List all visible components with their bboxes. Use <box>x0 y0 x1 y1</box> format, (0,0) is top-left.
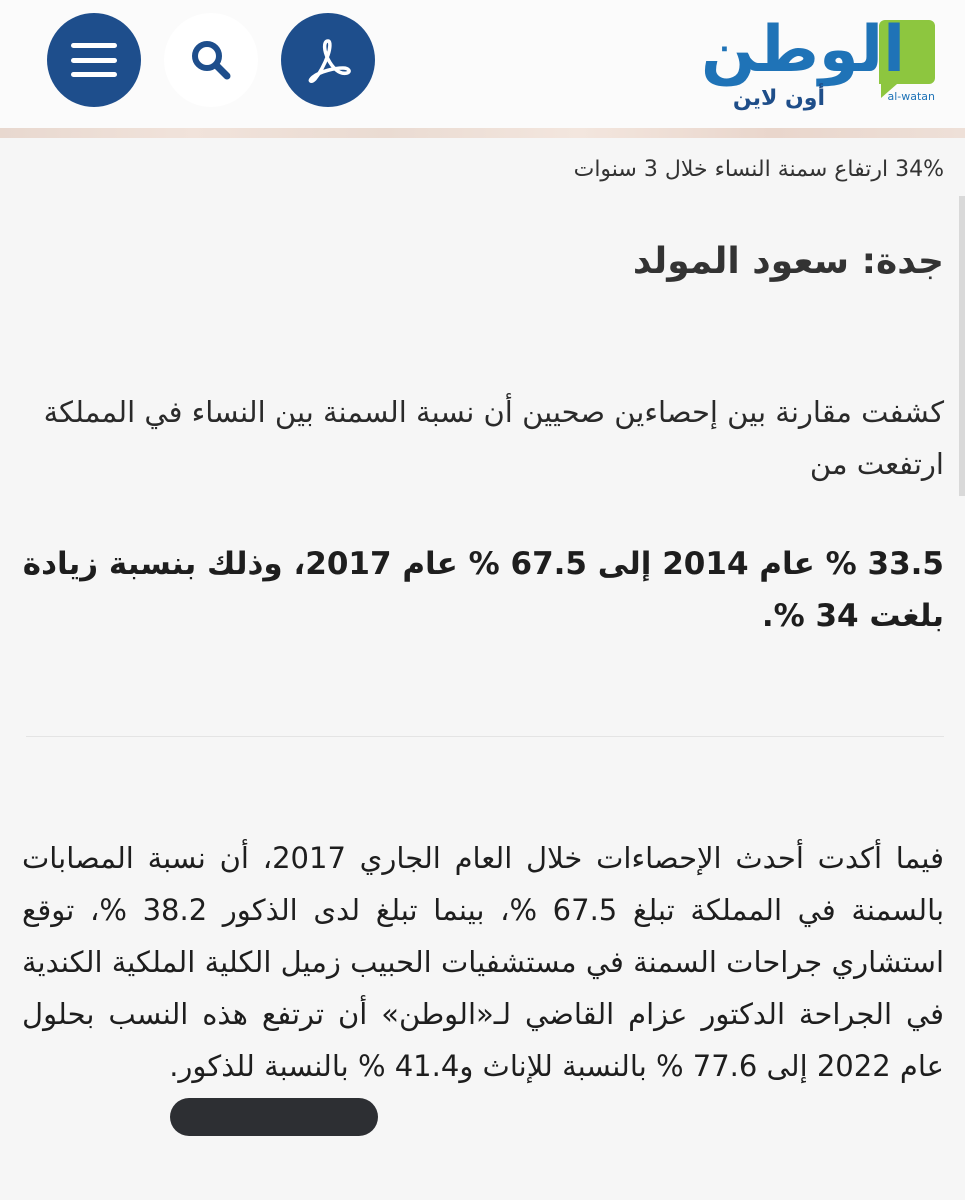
section-divider <box>26 736 944 737</box>
search-button[interactable] <box>164 13 258 107</box>
logo-latin-text: al-watan <box>887 90 935 103</box>
article-paragraph-1: كشفت مقارنة بين إحصاءين صحيين أن نسبة السمنة بين النساء في المملكة ارتفعت من <box>43 395 944 481</box>
site-header <box>0 0 965 130</box>
pdf-button[interactable] <box>281 13 375 107</box>
site-logo[interactable] <box>670 10 935 115</box>
pdf-icon <box>303 35 353 85</box>
header-image-strip <box>0 128 965 138</box>
logo-subtitle: أون لاين <box>732 86 825 111</box>
redaction-bar <box>170 1098 378 1136</box>
menu-button[interactable] <box>47 13 141 107</box>
scrollbar[interactable] <box>959 196 965 496</box>
search-icon <box>189 38 233 82</box>
article-paragraph-3: فيما أكدت أحدث الإحصاءات خلال العام الجاري 2017، أن نسبة المصابات بالسمنة في المملكة تبلغ 67.5 %، بينما تبلغ لدى الذكور 38.2 %، توقع استشاري جراحات السمنة في مستشفيات الحبيب زميل الكلية الملكية الكندية في الجراحة الدكتور عزام القاضي لـ«الوطن» أن ترتفع هذه النسب بحلول عام 2022 إلى 77.6 % بالنسبة للإناث و41.4 % بالنسبة للذكور. <box>22 841 945 1083</box>
logo-title: الوطن <box>701 13 905 87</box>
article-author: جدة: سعود المولد <box>632 241 944 282</box>
hamburger-menu-icon <box>71 43 117 77</box>
article-headline: 34% ارتفاع سمنة النساء خلال 3 سنوات <box>573 157 944 182</box>
article-paragraph-2: 33.5 % عام 2014 إلى 67.5 % عام 2017، وذلك بنسبة زيادة بلغت 34 %. <box>22 546 944 634</box>
